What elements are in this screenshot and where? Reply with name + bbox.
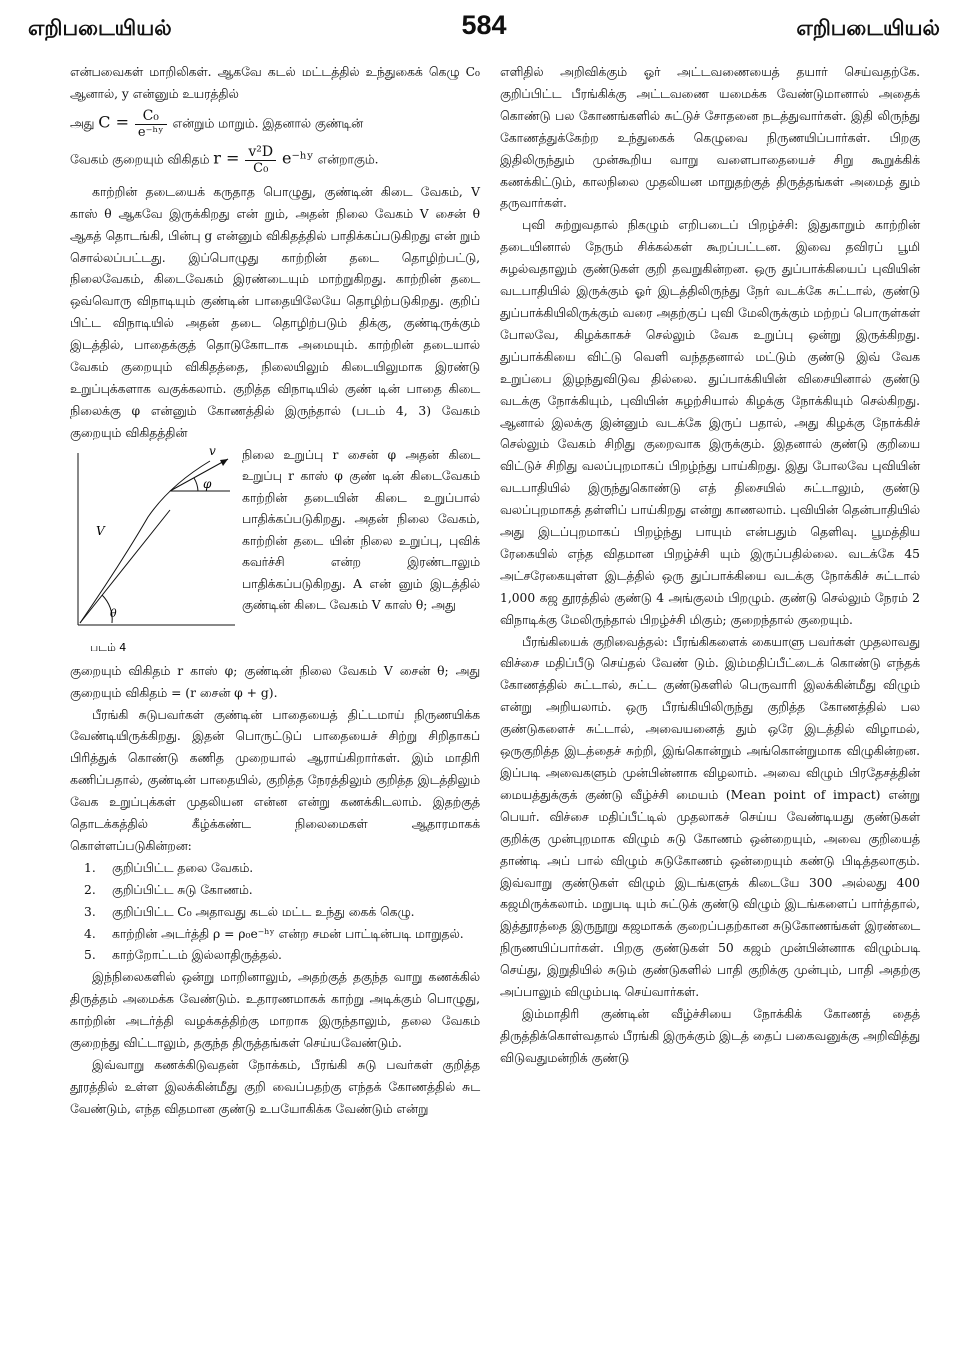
paragraph: பீரங்கி சுடுபவர்கள் குண்டின் பாதையைத் திட்டமாய் நிருணயிக்க வேண்டியிருக்கிறது. இதன் பொருட்டுப் பாதையைச் சிற்று சிறிதாகப் பிரித்துக் கொண்டு கணித முறையால் ஆராய்கிறார்கள். இம் மாதிரி கணிப்பதால், குண்டின் பாதையில், குறித்த நேரத்திலும் குறித்த இடத்திலும் வேக உறுப்புக்கள் முதலியன என்ன என்று கணக்கிடலாம். இதற்குத் தொடக்கத்தில் கீழ்க்கண்ட நிலைமைகள் ஆதாரமாகக் கொள்ளப்படுகின்றன: (70, 707, 480, 853)
list-item: 2. குறிப்பிட்ட சுடு கோணம். (84, 882, 253, 897)
label-phi: φ (203, 476, 212, 491)
running-head-right: எறிபடையியல் (796, 16, 940, 40)
fraction-numerator: v²D (245, 144, 276, 161)
equation-line-2 (70, 144, 480, 176)
equation-suffix: என்றாகும். (317, 152, 379, 167)
equation-prefix: வேகம் குறையும் விகிதம் (70, 152, 210, 167)
list-item: 1. குறிப்பிட்ட தலை வேகம். (84, 860, 254, 875)
paragraph: குறையும் விகிதம் r காஸ் φ; குண்டின் நிலை வேகம் V சைன் θ; அது குறையும் விகிதம் = (r சைன் φ + g). (70, 663, 480, 700)
paragraph: புவி சுற்றுவதால் நிகழும் எறிபடைப் பிறழ்ச்சி: இதுகாறும் காற்றின் தடையினால் நேரும் சிக்கல்கள் கூறப்பட்டன. இவை தவிரப் பூமி சுழல்வதாலும் குண்டுகள் குறி தவறுகின்றன. ஒரு துப்பாக்கியைப் புவியின் வடபாதியில் இருக்கும் ஓர் இடத்திலிருந்து நேர் வடக்கே சுட்டால், குண்டு துப்பாக்கியிலிருக்கும் வரை அதற்குப் புவி மேலிருக்கும் மற்றப் பொருள்கள் போலவே, கிழக்காகச் செல்லும் வேக உறுப்பு ஒன்று இருக்கிறது. துப்பாக்கியை விட்டு வெளி வந்ததனால் மட்டும் குண்டு இவ் வேக உறுப்பை இழந்துவிடுவ தில்லை. துப்பாக்கியின் விசையினால் குண்டு வடக்கு நோக்கியும், புவியின் சுழற்சியால் கிழக்கு நோக்கியும் செல்கிறது. ஆனால் இலக்கு இன்னும் வடக்கே இருப் பதால், அது கிழக்கு நோக்கிச் செல்லும் வேகம் சிறிது குறைவாக இருக்கும். இதனால் குண்டு குறியை விட்டுச் சிறிது வலப்புறமாகப் பிறழ்ந்து பாய்கிறது. இது போலவே புவியின் வடபாதியில் இருந்துகொண்டு எத் திசையில் சுட்டாலும், குண்டு வலப்புறமாகத் தள்ளிப் பாய்கிறது என்று காணலாம். புவியின் தென்பாதியில் அது இடப்புறமாகப் பிறழ்ந்து பாயும் என்பதும் தெளிவு. பூமத்திய ரேகையில் எந்த விதமான பிறழ்ச்சி யும் இருப்பதில்லை. வடக்கே 45 அட்சரேகையுள்ள இடத்தில் ஒரு துப்பாக்கியை வடக்கு நோக்கிச் சுட்டால் 1,000 கஜ தூரத்தில் குண்டு 4 அங்குலம் பிறழும். குண்டு செல்லும் நேரம் 2 விநாடிக்கு மேலிருந்தால் பிறழ்ச்சி மிகும்; குறைந்தால் குறையும். (500, 218, 920, 627)
figure-caption: படம் 4 (90, 640, 127, 654)
equation-line-1 (70, 108, 480, 140)
fraction-numerator: C₀ (135, 108, 167, 125)
paragraph: எளிதில் அறிவிக்கும் ஓர் அட்டவணையைத் தயார் செய்வதற்கே. குறிப்பிட்ட பீரங்கிக்கு அட்டவணை யமைக்க வேண்டுமானால் அதைக் கொண்டு பல கோணங்களில் சுட்டுச் சோதனை நடத்துவார்கள். இதி லிருந்து கோணத்துக்கேற்ற உந்துகைக் கெழுவை நிருணயிப்பார்கள். பிறகு இதிலிருந்தும் முன்கூறிய வாறு வளைபாதையைச் சிறு கூறுக்கிக் கணக்கிட்டும், காலநிலை முதலியன மாறுதற்குத் திருத்தங்கள் அமைத் தும் தருவார்கள். (500, 65, 920, 211)
list-item: 3. குறிப்பிட்ட C₀ அதாவது கடல் மட்ட உந்து கைக் கெழு. (84, 904, 415, 919)
paragraph: பீரங்கியைக் குறிவைத்தல்: பீரங்கிகளைக் கையாளு பவர்கள் முதலாவது விச்சை மதிப்பீடு செய்தல் வேண் டும். இம்மதிப்பீட்டைக் கொண்டு எந்தக் கோணத்தில் சுட்டால், சுட்ட குண்டுகளில் பெருவாரி இலக்கின்மீது விழும் என்று அறியலாம். ஒரு பீரங்கியிலிருந்து குறித்த கோணத்தில் பல குண்டுகளைச் சுட்டால், அவையனைத் தும் ஒரே இடத்தில் விழாமல், ஒருகுறித்த இடத்தைச் சுற்றி, இங்கொன்றும் அங்கொன்றுமாக விழுகின்றன. இப்படி அவைகளும் முன்பின்னாக விழலாம். அவை விழும் பிரதேசத்தின் மையத்துக்குக் குண்டு வீழ்ச்சி மையம் (Mean point of impact) என்று பெயர். விச்சை மதிப்பீட்டில் முதலாகச் செய்ய வேண்டியது குண்டுகள் குறிக்கு முன்புறமாக விழும் சுடு கோணம் ஒன்றையும், அவை குறியைத் தாண்டி அப் பால் விழும் சுடுகோணம் ஒன்றையும் கண்டு பிடித்தலாகும். இவ்வாறு குண்டுகள் விழும் இடங்களுக் கிடையே 300 அல்லது 400 கஜமிருக்கலாம். மறுபடி யும் சுட்டுக் குண்டு விழும் இடங்களைப் பார்த்தால், இத்தூரத்தை இருநூறு கஜமாகக் குறைப்பதற்கான சுடுகோணங்கள் இரண்டை நிருணயிப்பார்கள். பிறகு குண்டுகள் 50 கஜம் முன்பின்னாக விழும்படி செய்து, இறுதியில் சுடும் குண்டுகளில் பாதி குறிக்கு முன்பும், பாதி அதற்கு அப்பாலும் விழும்படி செய்வார்கள். (500, 634, 920, 1000)
figure-side-text (242, 445, 480, 617)
figure-block (70, 445, 480, 661)
equation-lhs: r = (213, 148, 240, 168)
label-V: V (96, 523, 105, 538)
equation-lhs: C = (98, 112, 129, 132)
paragraph: இந்நிலைகளில் ஒன்று மாறினாலும், அதற்குத் தகுந்த வாறு கணக்கில் திருத்தம் அமைக்க வேண்டும். உதாரணமாகக் காற்று அடிக்கும் பொழுது, காற்றின் அடர்த்தி வழக்கத்திற்கு மாறாக இருந்தாலும், தலை வேகம் குறைந்து விட்டாலும், தகுந்த திருத்தங்கள் செய்யவேண்டும். (70, 970, 480, 1051)
page-header (28, 10, 940, 50)
list-item: 5. காற்றோட்டம் இல்லாதிருத்தல். (84, 948, 282, 963)
page-number: 584 (461, 10, 507, 40)
paragraph: இவ்வாறு கணக்கிடுவதன் நோக்கம், பீரங்கி சுடு பவர்கள் குறித்த தூரத்தில் உள்ள இலக்கின்மீது குறி வைப்பதற்கு எந்தக் கோணத்தில் சுட வேண்டும், எந்த விதமான குண்டு உபயோகிக்க வேண்டும் என்று (70, 1058, 480, 1116)
equation-fraction (245, 144, 276, 176)
paragraph: இம்மாதிரி குண்டின் வீழ்ச்சியை நோக்கிக் கோணத் தைத் திருத்திக்கொள்வதால் பீரங்கி இருக்கும் இடத் தைப் பகைவனுக்கு அறிவித்து விடுவதுமன்றிக் குண்டு (500, 1006, 920, 1065)
equation-prefix: அது (70, 116, 95, 131)
label-v: v (209, 444, 216, 458)
fraction-denominator: e⁻ʰʸ (137, 124, 164, 140)
paragraph: என்பவைகள் மாறிலிகள். ஆகவே கடல் மட்டத்தில் உந்துகைக் கெழு C₀ ஆனால், y என்னும் உயரத்தில் (70, 65, 480, 101)
equation-exponent: e⁻ʰʸ (282, 148, 314, 168)
running-head-left: எறிபடையியல் (28, 16, 172, 40)
list-item: 4. காற்றின் அடர்த்தி ρ = ρ₀e⁻ʰʸ என்ற சமன் பாட்டின்படி மாறுதல். (84, 926, 464, 941)
label-theta: θ (110, 606, 117, 620)
fraction-denominator: C₀ (253, 160, 269, 176)
conditions-list (70, 858, 480, 968)
equation-suffix: என்றும் மாறும். இதனால் குண்டின் (172, 116, 364, 131)
paragraph: காற்றின் தடையைக் கருதாத பொழுது, குண்டின் கிடை வேகம், V காஸ் θ ஆகவே இருக்கிறது என் றும், அதன் நிலை வேகம் V சைன் θ ஆகத் தொடங்கி, பின்பு g என்னும் விகிதத்தில் பாதிக்கப்படுகிறது என் றும் சொல்லப்பட்டது. இப்பொழுது காற்றின் தடை தொழிற்பட்டு, நிலைவேகம், கிடைவேகம் இரண்டையும் மாற்றுகிறது. காற்றின் தடை ஒவ்வொரு விநாடியும் குண்டின் பாதையிலேயே தொழிற்படுகிறது. குறிப் பிட்ட விநாடியில் அதன் தடை தொழிற்படும் திக்கு, குண்டிருக்கும் இடத்தில், பாதைக்குத் தொடுகோடாக அமையும். காற்றின் தடையால் வேகம் குறையும் விகிதத்தை, நிலையிலும் கிடையிலுமாக இரண்டு உறுப்புக்களாக வகுக்கலாம். குறித்த விநாடியில் குண் டின் பாதை கிடை நிலைக்கு φ என்னும் கோணத்தில் இருந்தால் (படம் 4, 3) வேகம் குறையும் விகிதத்தின் (70, 184, 480, 440)
right-column (500, 62, 920, 1070)
left-column (70, 62, 480, 1121)
trajectory-figure (70, 445, 240, 661)
paragraph: நிலை உறுப்பு r சைன் φ அதன் கிடை உறுப்பு r காஸ் φ குண் டின் கிடைவேகம் காற்றின் தடையின் கிடை உறுப்பால் பாதிக்கப்படுகிறது. அதன் நிலை வேகம், காற்றின் தடை யின் நிலை உறுப்பு, புவிக் கவர்ச்சி என்ற இரண்டாலும் பாதிக்கப்படுகிறது. A என் னும் இடத்தில் குண்டின் கிடை வேகம் V காஸ் θ; அது (242, 447, 480, 613)
equation-fraction (135, 108, 167, 140)
